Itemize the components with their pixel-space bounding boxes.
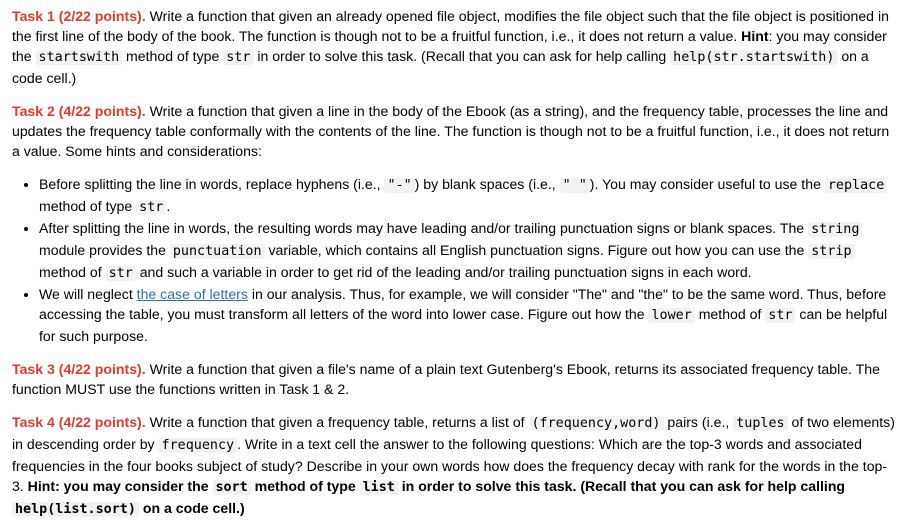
text: method of type — [250, 478, 360, 494]
inline-code: string — [808, 222, 862, 237]
inline-code: startswith — [36, 50, 123, 65]
inline-code: str — [106, 266, 136, 281]
inline-code: " " — [560, 178, 590, 193]
text: method of — [39, 264, 106, 280]
task-2-hint-list — [12, 174, 895, 346]
text: in order to solve this task. (Recall that you can ask for help calling — [397, 478, 846, 494]
text: on a code cell.) — [138, 500, 245, 516]
inline-code: (frequency,word) — [529, 416, 664, 431]
hint-label: Hint — [741, 28, 769, 44]
text: . Write in a text cell the answer to the following questions: Which are the top-3 words and associated frequencies in the four books subject of study? Describe in your own words how does the frequency decay with rank for the words in the top-3. — [12, 436, 888, 494]
list-item — [39, 284, 895, 346]
text: in our analysis. Thus, for example, we will consider "The" and "the" to be the same word. Thus, before accessing the table, you must transform all letters of the word into lower case. Figure out how the — [39, 286, 887, 322]
inline-code: help(list.sort) — [12, 502, 139, 517]
inline-code: str — [136, 200, 166, 215]
task-4-hint — [12, 478, 845, 516]
text: . — [166, 198, 171, 214]
inline-code: str — [765, 308, 795, 323]
inline-code: "-" — [384, 178, 414, 193]
text: Write a function that given an already opened file object, modifies the file object such that the file object is positioned in the first line of the body of the book. The function is though not to be a fruitful function, i.e., it does not return a value. — [12, 8, 889, 44]
task-2-paragraph — [12, 101, 895, 161]
text: can be helpful for such purpose. — [39, 306, 888, 344]
text: After splitting the line in words, the resulting words may have leading and/or trailing punctuation signs or blank spaces. The — [39, 220, 809, 236]
task-2-title: Task 2 (4/22 points). — [12, 103, 146, 119]
text: module provides the — [39, 242, 170, 258]
list-item — [39, 174, 895, 218]
inline-code: frequency — [159, 438, 238, 453]
text: We will neglect — [39, 286, 137, 302]
text: and such a variable in order to get rid of the leading and/or trailing punctuation signs in each word. — [135, 264, 752, 280]
inline-code: tuples — [733, 416, 787, 431]
text: variable, which contains all English punctuation signs. Figure out how you can use the — [264, 242, 809, 258]
text: method of type — [122, 48, 224, 64]
inline-code: sort — [213, 480, 251, 495]
text: Before splitting the line in words, replace hyphens (i.e., — [39, 176, 385, 192]
inline-code: strip — [808, 244, 854, 259]
task-3-title: Task 3 (4/22 points). — [12, 361, 146, 377]
text: ) by blank spaces (i.e., — [414, 176, 560, 192]
task-1-title: Task 1 (2/22 points). — [12, 8, 146, 24]
inline-code: replace — [825, 178, 887, 193]
text: method of type — [39, 198, 137, 214]
text: Write a function that given a file's name of a plain text Gutenberg's Ebook, returns its associated frequency table. The function MUST use the functions written in Task 1 & 2. — [12, 361, 880, 397]
text: on a code cell.) — [12, 48, 869, 86]
text: ). You may consider useful to use the — [589, 176, 825, 192]
inline-code: punctuation — [170, 244, 265, 259]
task-4-title: Task 4 (4/22 points). — [12, 414, 146, 430]
inline-code: str — [223, 50, 253, 65]
inline-code: help(str.startswith) — [670, 50, 837, 65]
text: : you may consider the — [12, 28, 887, 64]
text: pairs (i.e., — [663, 414, 734, 430]
text: Write a function that given a line in the body of the Ebook (as a string), and the frequency table, processes the line and updates the frequency table conformally with the contents of the line. The function is though not to be a fruitful function, i.e., it does not return a value. Some hints and considerations: — [12, 103, 890, 159]
case-of-letters-link[interactable]: the case of letters — [136, 286, 248, 302]
inline-code: list — [360, 480, 398, 495]
text: in order to solve this task. (Recall that you can ask for help calling — [253, 48, 671, 64]
task-1-paragraph — [12, 6, 895, 88]
text: method of — [694, 306, 766, 322]
task-4-paragraph — [12, 412, 895, 520]
text: Write a function that given a frequency table, returns a list of — [145, 414, 529, 430]
inline-code: lower — [648, 308, 694, 323]
task-3-paragraph — [12, 359, 895, 399]
text: Hint: you may consider the — [27, 478, 213, 494]
list-item — [39, 218, 895, 284]
text: of two elements) in descending order by — [12, 414, 895, 452]
